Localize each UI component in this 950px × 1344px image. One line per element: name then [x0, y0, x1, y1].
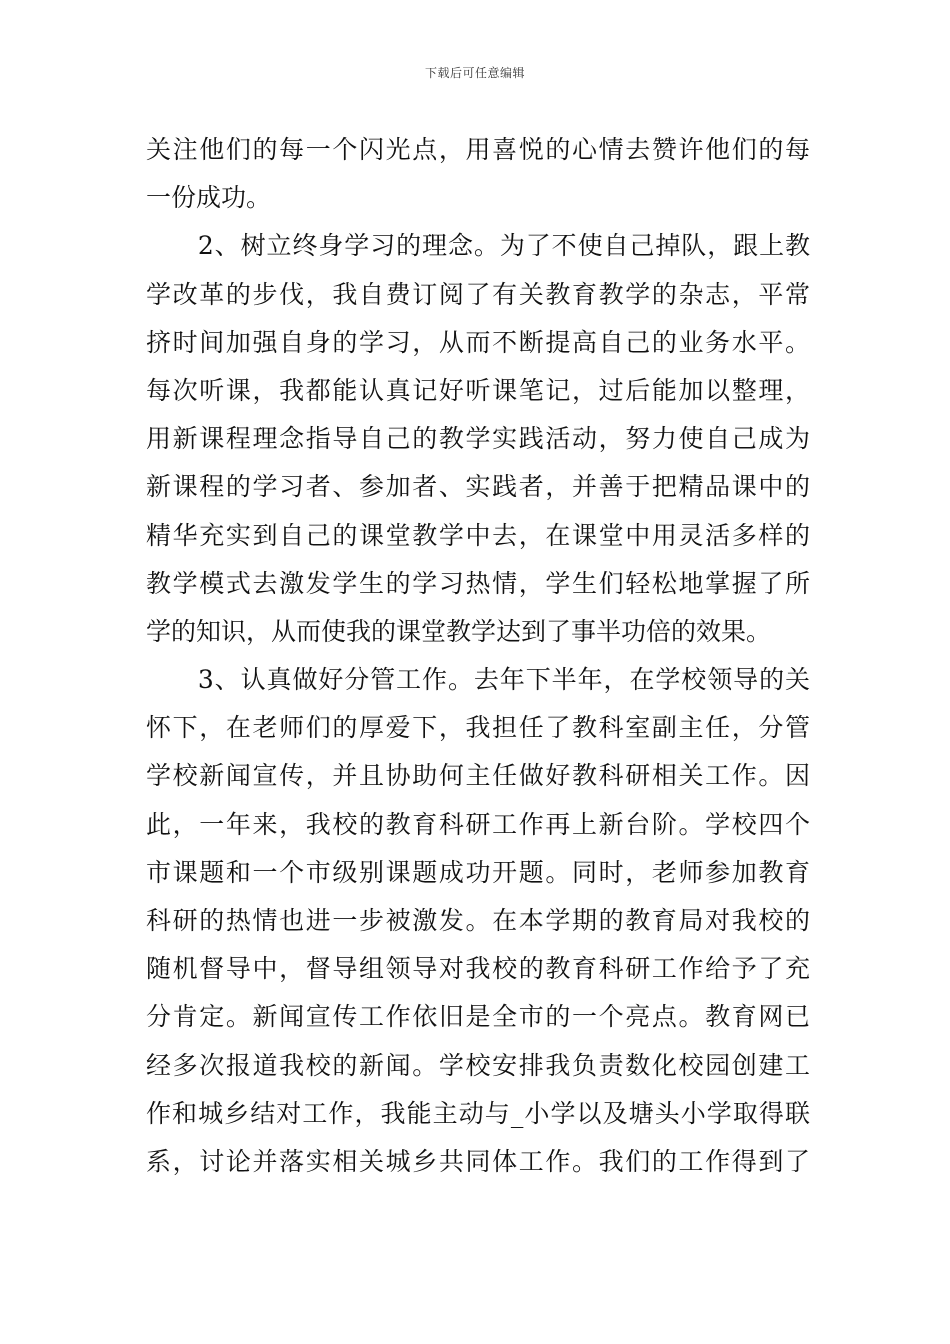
text-line: 学改革的步伐，我自费订阅了有关教育教学的杂志，平常 — [146, 279, 810, 309]
text-line: 3、认真做好分管工作。去年下半年，在学校领导的关 — [146, 665, 810, 695]
text-line: 每次听课，我都能认真记好听课笔记，过后能加以整理， — [146, 375, 810, 405]
text-line: 作和城乡结对工作，我能主动与_小学以及塘头小学取得联 — [146, 1098, 810, 1128]
text-line: 学校新闻宣传，并且协助何主任做好教科研相关工作。因 — [146, 761, 810, 791]
text-line: 学的知识，从而使我的课堂教学达到了事半功倍的效果。 — [146, 616, 772, 646]
text-line: 教学模式去激发学生的学习热情，学生们轻松地掌握了所 — [146, 568, 810, 598]
text-line: 系，讨论并落实相关城乡共同体工作。我们的工作得到了 — [146, 1146, 810, 1176]
body-text — [146, 126, 810, 1186]
text-line: 经多次报道我校的新闻。学校安排我负责数化校园创建工 — [146, 1050, 810, 1080]
page-header: 下载后可任意编辑 — [424, 66, 525, 80]
text-line: 关注他们的每一个闪光点，用喜悦的心情去赞许他们的每 — [146, 135, 810, 164]
text-line: 怀下，在老师们的厚爱下，我担任了教科室副主任，分管 — [146, 713, 810, 743]
text-line: 随机督导中，督导组领导对我校的教育科研工作给予了充 — [146, 954, 810, 984]
text-line: 一份成功。 — [146, 183, 272, 213]
text-line: 挤时间加强自身的学习，从而不断提高自己的业务水平。 — [146, 327, 810, 357]
text-line: 此，一年来，我校的教育科研工作再上新台阶。学校四个 — [146, 809, 810, 839]
text-line: 新课程的学习者、参加者、实践者，并善于把精品课中的 — [146, 472, 810, 502]
text-line: 市课题和一个市级别课题成功开题。同时，老师参加教育 — [146, 857, 810, 887]
text-line: 2、树立终身学习的理念。为了不使自己掉队，跟上教 — [146, 231, 810, 261]
text-line: 精华充实到自己的课堂教学中去，在课堂中用灵活多样的 — [146, 520, 810, 550]
text-line: 科研的热情也进一步被激发。在本学期的教育局对我校的 — [146, 906, 810, 935]
text-line: 分肯定。新闻宣传工作依旧是全市的一个亮点。教育网已 — [146, 1002, 810, 1032]
text-line: 用新课程理念指导自己的教学实践活动，努力使自己成为 — [146, 424, 810, 454]
